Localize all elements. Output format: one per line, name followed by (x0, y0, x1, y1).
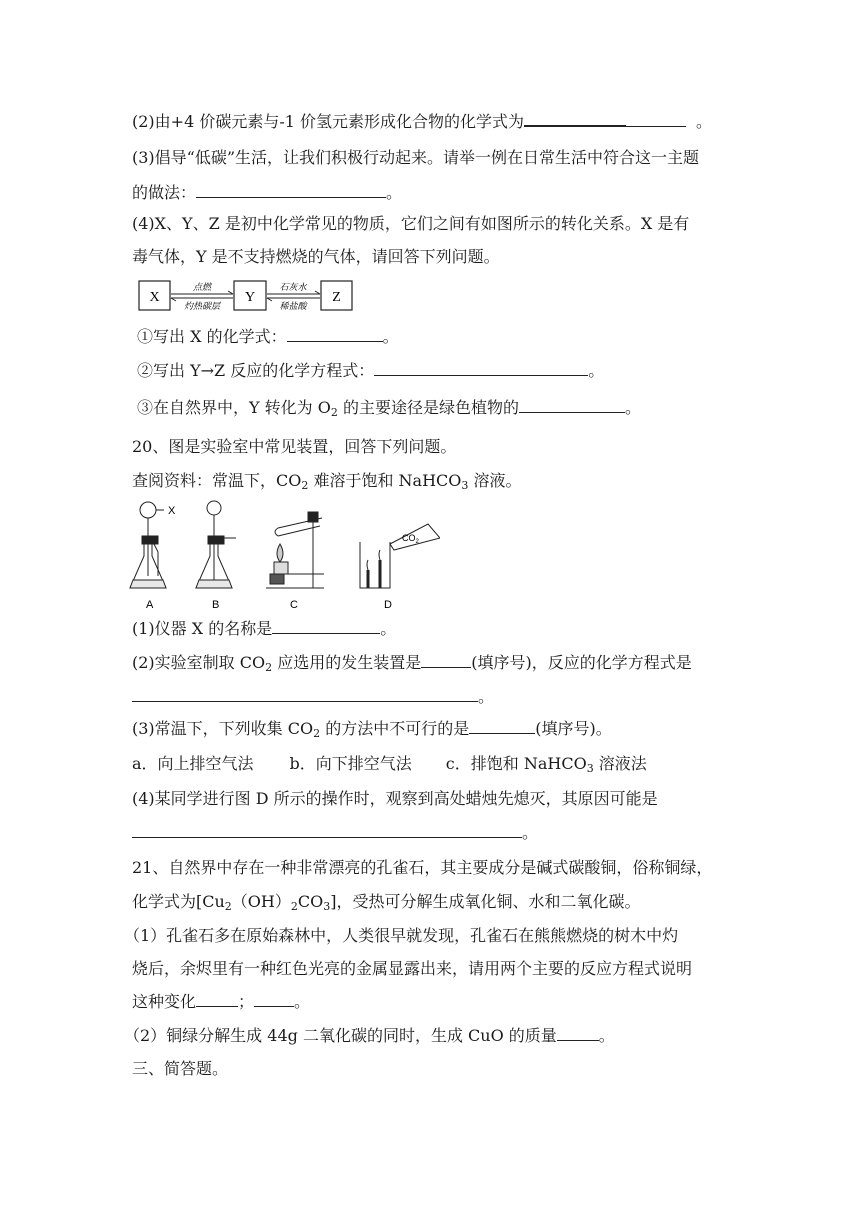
q19-part4-line1: (4)X、Y、Z 是初中化学常见的物质，它们之间有如图所示的转化关系。X 是有 (132, 214, 690, 233)
answer-blank[interactable] (196, 992, 238, 1007)
label-x: X (168, 505, 176, 517)
apparatus-a (130, 502, 166, 588)
section-3-heading: 三、简答题。 (132, 1059, 229, 1078)
label-co2: $CO_2$ (402, 533, 419, 545)
answer-blank[interactable] (421, 653, 471, 668)
answer-blank[interactable] (519, 398, 625, 413)
q19-part4-line2: 毒气体，Y 是不支持燃烧的气体，请回答下列问题。 (132, 247, 500, 266)
apparatus-c (266, 512, 324, 588)
apparatus-b (196, 501, 236, 588)
answer-blank[interactable] (374, 361, 588, 376)
node-x: X (149, 290, 160, 305)
q19-sub3: ③在自然界中，Y 转化为 $O_2$ 的主要途径是绿色植物的 。 (137, 398, 641, 419)
apparatus-figure (128, 498, 440, 614)
answer-blank[interactable] (196, 183, 386, 198)
condition-hot-carbon: 灼热碳层 (183, 302, 221, 312)
answer-blank[interactable] (287, 327, 383, 342)
q19-sub2: ②写出 Y→Z 反应的化学方程式： 。 (137, 361, 605, 380)
q20-part2-line1: (2)实验室制取 $CO_2$ 应选用的发生装置是 (填序号)，反应的化学方程式是 (132, 653, 692, 674)
q20-info: 查阅资料：常温下，$CO_2$ 难溶于饱和 NaHCO$_3$ 溶液。 (132, 471, 522, 492)
answer-blank[interactable] (557, 1026, 599, 1041)
label-d: D (384, 599, 392, 611)
option-b: b．向下排空气法 (289, 754, 412, 773)
q20-part3: (3)常温下，下列收集 $CO_2$ 的方法中不可行的是 (填序号)。 (132, 719, 612, 740)
answer-blank[interactable] (626, 112, 686, 127)
option-c: c．排饱和 NaHCO$_3$ 溶液法 (445, 754, 647, 775)
q19-part2: (2)由+4 价碳元素与-1 价氢元素形成化合物的化学式为 。 (132, 112, 713, 131)
q19-sub1: ①写出 X 的化学式： 。 (137, 327, 399, 346)
answer-blank[interactable] (132, 687, 478, 702)
condition-ignite: 点燃 (192, 283, 212, 293)
q20-part1: (1)仪器 X 的名称是 。 (132, 619, 397, 638)
conversion-diagram (138, 280, 353, 312)
q21-part1-line2: 烧后，余烬里有一种红色光亮的金属显露出来，请用两个主要的反应方程式说明 (132, 959, 693, 978)
q21-part1-line1: （1）孔雀石多在原始森林中，人类很早就发现，孔雀石在熊熊燃烧的树木中灼 (124, 926, 679, 945)
q21-line2: 化学式为$[Cu_2(OH)_2CO_3]$，受热可分解生成氧化铜、水和二氧化碳。 (132, 892, 641, 913)
apparatus-d (360, 524, 440, 588)
condition-dilute-hcl: 稀盐酸 (279, 302, 307, 312)
label-c: C (290, 599, 298, 611)
condition-limewater: 石灰水 (279, 283, 307, 293)
q19-part3-line1: (3)倡导“低碳”生活，让我们积极行动起来。请举一例在日常生活中符合这一主题 (132, 148, 700, 167)
q20-part4-line2: 。 (132, 822, 538, 844)
label-a: A (146, 599, 154, 611)
option-a: a．向上排空气法 (132, 754, 254, 773)
q20-title: 20、图是实验室中常见装置，回答下列问题。 (132, 437, 457, 456)
q20-part4-line1: (4)某同学进行图 D 所示的操作时，观察到高处蜡烛先熄灭，其原因可能是 (132, 789, 658, 808)
answer-blank[interactable] (254, 992, 294, 1007)
q21-part2: （2）铜绿分解生成 44g 二氧化碳的同时，生成 CuO 的质量 。 (124, 1026, 615, 1045)
answer-blank[interactable] (469, 719, 535, 734)
answer-blank[interactable] (272, 619, 380, 634)
answer-blank[interactable] (132, 823, 522, 838)
node-z: Z (332, 290, 341, 305)
q20-part2-line2: 。 (132, 686, 494, 708)
label-b: B (212, 599, 220, 611)
q20-options (132, 753, 647, 775)
q21-line1: 21、自然界中存在一种非常漂亮的孔雀石，其主要成分是碱式碳酸铜，俗称铜绿， (132, 858, 713, 877)
answer-blank[interactable] (524, 111, 626, 127)
q19-part3-line2: 的做法： 。 (132, 183, 403, 202)
node-y: Y (244, 290, 256, 305)
q21-part1-line3: 这种变化 ； 。 (132, 992, 311, 1011)
